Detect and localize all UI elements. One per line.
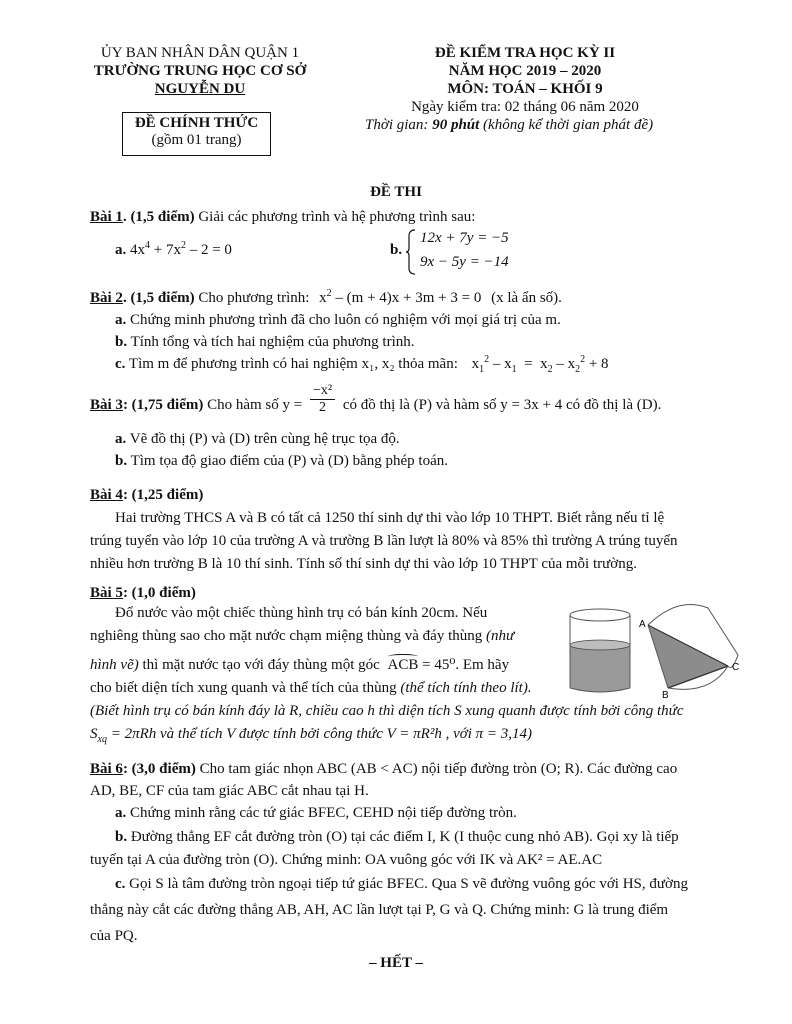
bai5-line4-text: cho biết diện tích xung quanh và thể tích của thùng (90, 680, 397, 696)
system-eq1: 12x + 7y = −5 (420, 230, 509, 246)
subject: MÔN: TOÁN – KHỐI 9 (447, 81, 603, 97)
bai2-c-text: Tìm m để phương trình có hai nghiệm x₁, x₂ thỏa mãn: (128, 356, 458, 372)
bai4-label: Bài 4 (90, 487, 123, 503)
bai1-b-label: b. (390, 242, 403, 258)
point-a-label: A (639, 619, 646, 630)
fraction-numerator: −x² (310, 383, 335, 400)
bai6-c1-text: Gọi S là tâm đường tròn ngoại tiếp tứ giác BFEC. Qua S vẽ đường vuông góc với HS, đường (129, 876, 688, 892)
bai5-formula: = 2πRh và thể tích V được tính bởi công thức V = πR²h , với π = 3,14) (106, 726, 533, 742)
bai3-points: : (1,75 điểm) (122, 397, 204, 413)
bai6-a-label: a. (115, 805, 127, 821)
bai1-b (390, 242, 402, 259)
time-value: 90 phút (432, 117, 480, 133)
official-box (122, 112, 271, 156)
school-line1: TRƯỜNG TRUNG HỌC CƠ SỞ (93, 63, 307, 79)
school-line2: NGUYỄN DU (154, 81, 246, 97)
exam-name: ĐỀ KIỂM TRA HỌC KỲ II (434, 45, 616, 61)
bai4-line3: nhiều hơn trường B là 10 thí sinh. Tính số thí sinh dự thi vào lớp 10 THPT của mỗi trường. (90, 556, 637, 572)
page-count: (gồm 01 trang) (151, 132, 242, 148)
bai2-b (115, 331, 755, 353)
bai6-a-text: Chứng minh rằng các tứ giác BFEC, CEHD nội tiếp đường tròn. (130, 805, 517, 821)
bai3-b (115, 450, 755, 472)
system-brace (405, 228, 417, 276)
bai6-line1: Cho tam giác nhọn ABC (AB < AC) nội tiếp đường tròn (O; R). Các đường cao (199, 761, 678, 777)
bai2-text: Cho phương trình: (198, 290, 310, 306)
bai1-heading (90, 206, 730, 228)
bai6-c3: của PQ. (90, 928, 138, 944)
upright-cylinder (570, 609, 630, 692)
bai6-heading (90, 758, 730, 780)
bai2-a (115, 309, 755, 331)
bai3-fraction (310, 383, 335, 416)
bai5-line3 (90, 655, 509, 674)
bai5-line2-text: nghiêng thùng sao cho mặt nước chạm miệng thùng và đáy thùng (90, 628, 483, 644)
bai6-line2: AD, BE, CF của tam giác ABC cắt nhau tại H. (90, 783, 369, 799)
bai6-c2: thẳng này cắt các đường thẳng AB, AH, AC lần lượt tại P, G và Q. Chứng minh: G là trung điểm (90, 902, 669, 918)
angle-acb: ACB (388, 657, 419, 674)
bai5-sxq-sub: xq (97, 734, 107, 745)
system-eq2: 9x − 5y = −14 (420, 254, 509, 270)
exam-time (365, 117, 653, 134)
fraction-denominator: 2 (319, 400, 327, 416)
bai3-b-text: Tìm tọa độ giao điểm của (P) và (D) bằng phép toán. (130, 453, 448, 469)
bai1-label: Bài 1 (90, 209, 123, 225)
bai5-line4-italic: (thể tích tính theo lít). (400, 680, 532, 696)
bai2-label: Bài 2 (90, 290, 123, 306)
bai6-b2: tuyến tại A của đường tròn (O). Chứng minh: OA vuông góc với IK và AK² = AE.AC (90, 852, 603, 868)
bai1-a-label: a. (115, 242, 127, 258)
exam-title: ĐỀ THI (370, 184, 422, 200)
point-b-label: B (662, 690, 669, 700)
bai5-points: : (1,0 điểm) (122, 585, 196, 601)
bai1-a (115, 242, 232, 259)
school-year: NĂM HỌC 2019 – 2020 (448, 63, 602, 79)
authority-name: ỦY BAN NHÂN DÂN QUẬN 1 (100, 45, 300, 61)
bai2-a-text: Chứng minh phương trình đã cho luôn có nghiệm với mọi giá trị của m. (130, 312, 561, 328)
bai6-points: : (3,0 điểm) (122, 761, 196, 777)
time-note: (không kể thời gian phát đề) (483, 117, 654, 133)
bai6-a (115, 802, 755, 824)
angle-value: = 45⁰. Em hãy (422, 657, 510, 673)
bai1-text: Giải các phương trình và hệ phương trình sau: (198, 209, 476, 225)
bai6-c-label: c. (115, 876, 126, 892)
bai6-label: Bài 6 (90, 761, 123, 777)
cylinder-figure (560, 600, 750, 700)
bai3-a-text: Vẽ đồ thị (P) và (D) trên cùng hệ trục tọa độ. (129, 431, 400, 447)
bai6-b1-text: Đường thẳng EF cắt đường tròn (O) tại các điểm I, K (I thuộc cung nhỏ AB). Gọi xy là tiếp (130, 829, 679, 845)
bai3-a-label: a. (115, 431, 127, 447)
bai2-heading (90, 287, 730, 309)
bai6-b-label: b. (115, 829, 128, 845)
bai4-line1: Hai trường THCS A và B có tất cả 1250 thí sinh dự thi vào lớp 10 THPT. Biết rằng nếu tỉ lệ (115, 510, 665, 526)
bai2-a-label: a. (115, 312, 127, 328)
bai5-line3-italic: hình vẽ) (90, 657, 139, 673)
bai5-line2-italic: (như (485, 628, 515, 644)
bai4-line2: trúng tuyển vào lớp 10 của trường A và trường B lần lượt là 80% và 85% thì trường A trúng tuyển (90, 533, 678, 549)
tilted-cylinder (648, 604, 738, 689)
bai3-post: có đồ thị là (P) và hàm số y = 3x + 4 có đồ thị là (D). (342, 397, 662, 413)
official-label: ĐỀ CHÍNH THỨC (134, 115, 259, 131)
bai3-pre: Cho hàm số y = (207, 397, 303, 413)
bai2-c (115, 353, 755, 375)
bai2-b-text: Tính tổng và tích hai nghiệm của phương trình. (130, 334, 415, 350)
bai5-line4 (90, 680, 532, 697)
bai6-c1 (115, 873, 725, 895)
end-marker: – HẾT – (369, 955, 423, 971)
bai2-c-equation: $x_1^2 - x_1 = x_2 - x_2^2 + 8$ (471, 354, 609, 375)
bai3-a (115, 428, 755, 450)
bai3-b-label: b. (115, 453, 128, 469)
bai5-line1: Đổ nước vào một chiếc thùng hình trụ có bán kính 20cm. Nếu (115, 605, 488, 621)
bai5-sxq: S (90, 726, 98, 742)
bai4-points: : (1,25 điểm) (122, 487, 204, 503)
bai2-note: (x là ẩn số). (491, 290, 562, 306)
bai6-b1 (115, 826, 725, 848)
bai5-line6 (90, 726, 532, 743)
bai2-b-label: b. (115, 334, 128, 350)
point-c-label: C (732, 662, 740, 673)
bai5-line5: (Biết hình trụ có bán kính đáy là R, chiều cao h thì diện tích S xung quanh được tính bởi công thức (90, 703, 684, 719)
time-label: Thời gian: (365, 117, 429, 133)
bai5-line3-text: thì mặt nước tạo với đáy thùng một góc (142, 657, 380, 673)
bai4-heading (90, 484, 730, 506)
bai5-line2 (90, 628, 514, 645)
bai3-label: Bài 3 (90, 397, 123, 413)
bai2-equation: $x^2 - (m + 4)x + 3m + 3 = 0$ (319, 288, 482, 306)
bai2-c-label: c. (115, 356, 126, 372)
bai2-points: . (1,5 điểm) (122, 290, 195, 306)
exam-date: Ngày kiểm tra: 02 tháng 06 năm 2020 (411, 99, 639, 115)
bai5-label: Bài 5 (90, 585, 123, 601)
bai1-points: . (1,5 điểm) (122, 209, 195, 225)
bai1-a-equation: $4x^4 + 7x^2 - 2 = 0$ (130, 240, 232, 258)
bai3-heading (90, 383, 730, 416)
